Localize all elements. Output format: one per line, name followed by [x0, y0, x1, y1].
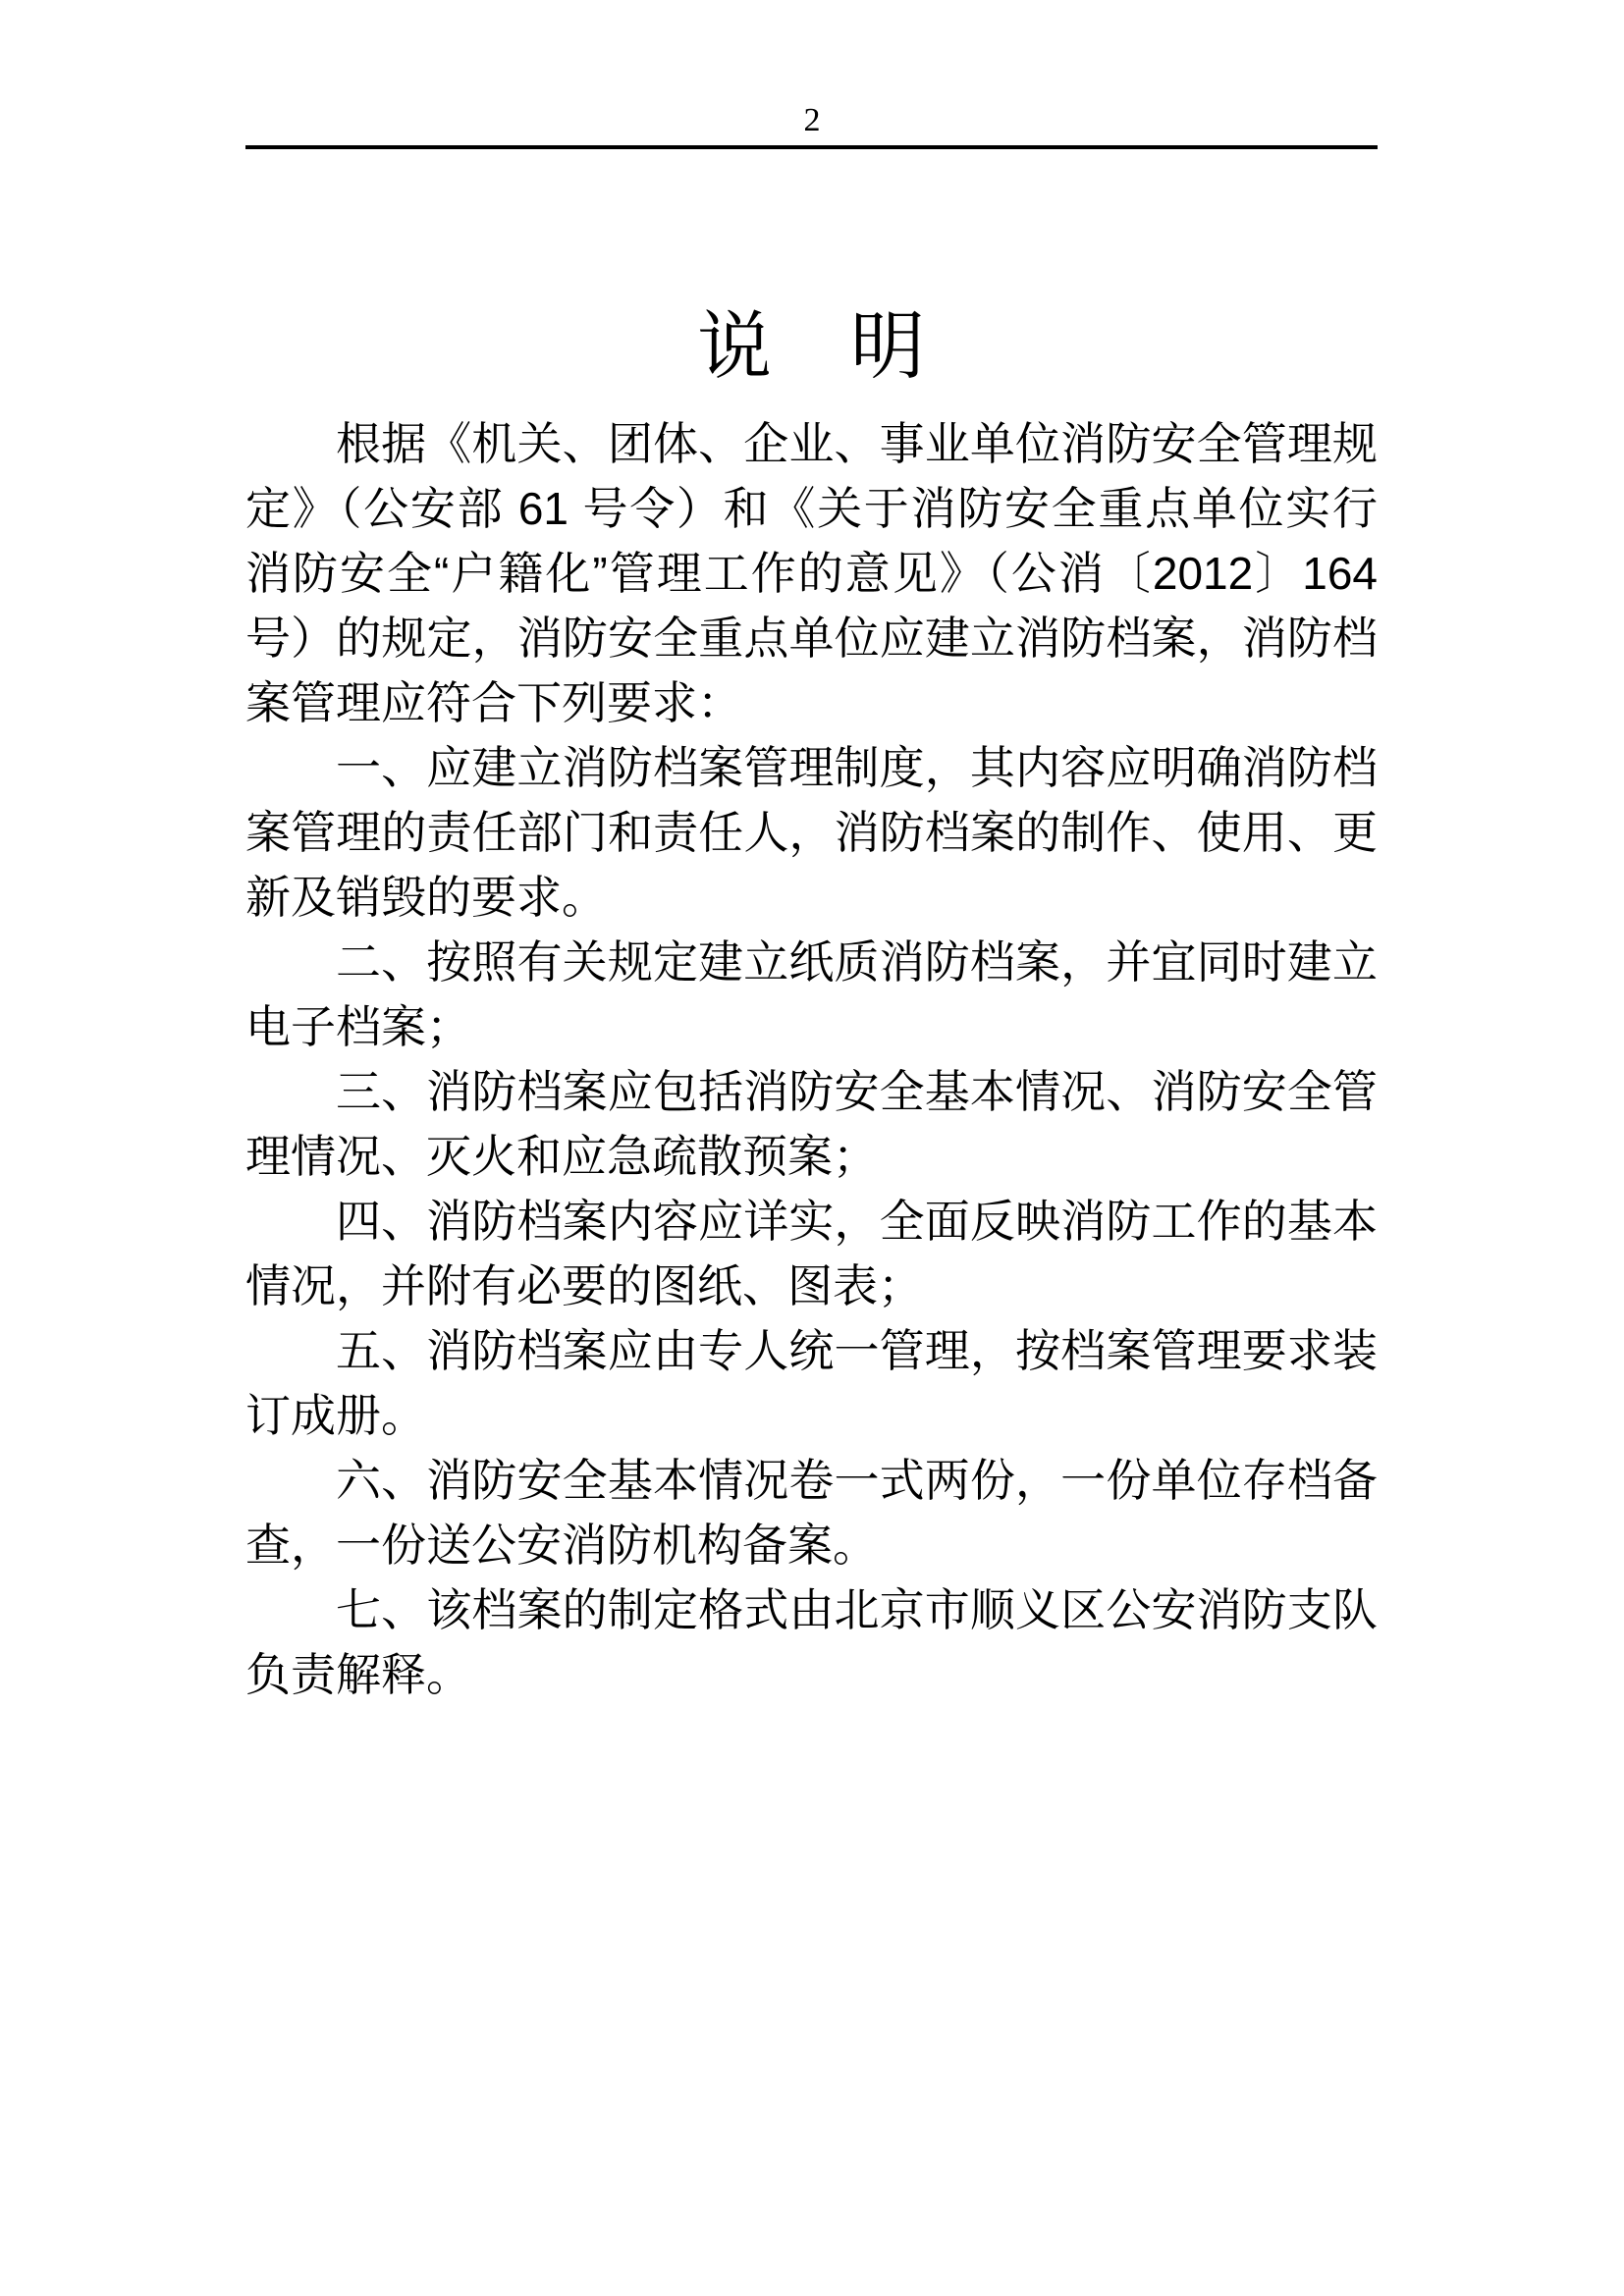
paragraph: 七、该档案的制定格式由北京市顺义区公安消防支队负责解释。 — [245, 1584, 1378, 1700]
page-number: 2 — [803, 102, 821, 138]
header-rule — [245, 145, 1378, 149]
document-body — [245, 411, 1378, 1707]
paragraph: 五、消防档案应由专人统一管理，按档案管理要求装订成册。 — [245, 1325, 1378, 1441]
paragraph: 二、按照有关规定建立纸质消防档案，并宜同时建立电子档案； — [245, 936, 1378, 1052]
paragraph: 根据《机关、团体、企业、事业单位消防安全管理规定》（公安部 61 号令）和《关于消防安全重点单位实行消防安全“户籍化”管理工作的意见》（公消〔2012〕164 号）的规定，消防安全重点单位应建立消防档案，消防档案管理应符合下列要求： — [245, 418, 1378, 728]
paragraph: 六、消防安全基本情况卷一式两份，一份单位存档备查，一份送公安消防机构备案。 — [245, 1455, 1378, 1571]
paragraph: 一、应建立消防档案管理制度，其内容应明确消防档案管理的责任部门和责任人，消防档案的制作、使用、更新及销毁的要求。 — [245, 742, 1378, 923]
page-title: 说 明 — [697, 305, 927, 389]
paragraph: 四、消防档案内容应详实，全面反映消防工作的基本情况，并附有必要的图纸、图表； — [245, 1196, 1378, 1311]
paragraph: 三、消防档案应包括消防安全基本情况、消防安全管理情况、灭火和应急疏散预案； — [245, 1066, 1378, 1182]
